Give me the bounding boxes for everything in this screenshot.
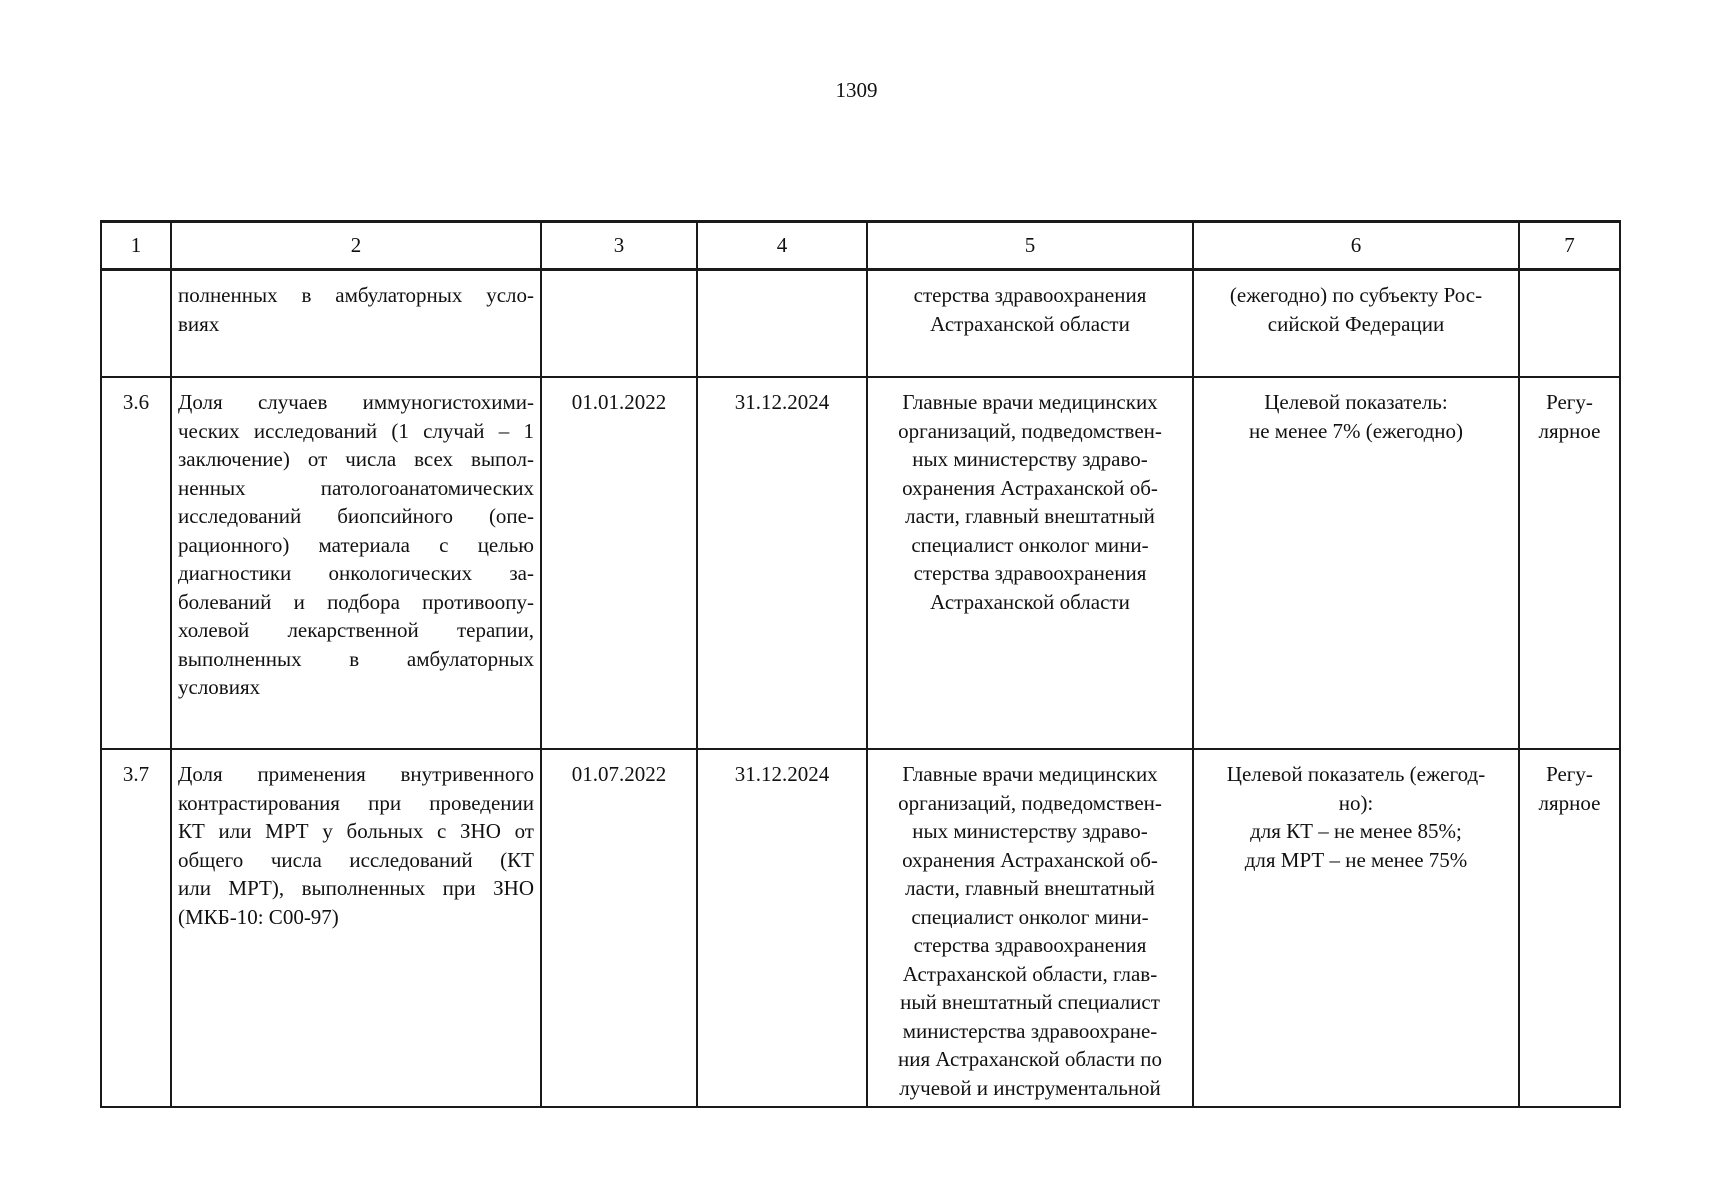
text-line: полненных в амбулаторных усло-: [178, 283, 534, 307]
text-line: для КТ – не менее 85%;: [1250, 819, 1462, 843]
measure-description: [171, 377, 541, 749]
row-number: 3.6: [101, 377, 171, 749]
text-line: Главные врачи медицинских: [902, 390, 1158, 414]
indicator: [1193, 270, 1519, 378]
column-header-1: 1: [101, 222, 171, 270]
text-line: выполненных в амбулаторных: [178, 646, 534, 671]
end-date: 31.12.2024: [697, 377, 867, 749]
text-line: общего числа исследований (КТ: [178, 847, 534, 872]
text-line: организаций, подведомствен-: [898, 418, 1162, 443]
text-line: исследований биопсийного (опе-: [178, 504, 534, 528]
start-date: [541, 270, 697, 378]
table-row: [101, 749, 1620, 1107]
text-line: Регу-: [1546, 762, 1593, 786]
column-header-2: 2: [171, 222, 541, 270]
text-line: Астраханской области: [930, 311, 1130, 336]
text-line: стерства здравоохранения: [913, 283, 1147, 307]
text-line: ных министерству здраво-: [912, 819, 1148, 843]
text-line: Целевой показатель (ежегод-: [1226, 762, 1486, 786]
text-line: болеваний и подбора противоопу-: [178, 589, 534, 614]
text-line: стерства здравоохранения: [913, 933, 1147, 957]
text-line: заключение) от числа всех выпол-: [178, 447, 534, 471]
text-line: Доля случаев иммуногистохими-: [178, 390, 534, 414]
text-line: ненных патологоанатомических: [178, 475, 534, 500]
text-line: министерства здравоохране-: [902, 1018, 1158, 1043]
text-line: (ежегодно) по субъекту Рос-: [1229, 283, 1483, 307]
responsible: [867, 377, 1193, 749]
table-header-row: [101, 222, 1620, 270]
text-line: организаций, подведомствен-: [898, 790, 1162, 815]
indicator: [1193, 377, 1519, 749]
text-line: Астраханской области: [930, 589, 1130, 614]
text-line: диагностики онкологических за-: [178, 561, 534, 585]
text-line: специалист онколог мини-: [911, 532, 1149, 557]
measure-description: [171, 749, 541, 1107]
column-header-5: 5: [867, 222, 1193, 270]
text-line: Целевой показатель:: [1264, 390, 1448, 414]
text-line: ных министерству здраво-: [912, 447, 1148, 471]
text-line: Регу-: [1546, 390, 1593, 414]
text-line: ласти, главный внештатный: [905, 504, 1155, 528]
end-date: 31.12.2024: [697, 749, 867, 1107]
text-line: охранения Астраханской об-: [902, 847, 1158, 872]
control-type: [1519, 377, 1620, 749]
column-header-7: 7: [1519, 222, 1620, 270]
text-line: ный внештатный специалист: [900, 990, 1160, 1014]
text-line: виях: [178, 311, 220, 336]
start-date: 01.01.2022: [541, 377, 697, 749]
text-line: охранения Астраханской об-: [902, 475, 1158, 500]
control-type: [1519, 749, 1620, 1107]
text-line: лярное: [1538, 418, 1601, 443]
text-line: ческих исследований (1 случай – 1: [178, 418, 534, 443]
column-header-4: 4: [697, 222, 867, 270]
text-line: стерства здравоохранения: [913, 561, 1147, 585]
page-number: 1309: [835, 78, 878, 102]
text-line: не менее 7% (ежегодно): [1248, 418, 1464, 443]
text-line: ласти, главный внештатный: [905, 876, 1155, 900]
end-date: [697, 270, 867, 378]
text-line: Доля применения внутривенного: [178, 762, 534, 786]
text-line: ния Астраханской области по: [897, 1047, 1163, 1071]
text-line: сийской Федерации: [1267, 311, 1445, 336]
text-line: рационного) материала с целью: [178, 532, 534, 557]
text-line: для МРТ – не менее 75%: [1244, 847, 1468, 872]
text-line: условиях: [178, 675, 261, 699]
column-header-3: 3: [541, 222, 697, 270]
responsible: [867, 749, 1193, 1107]
text-line: Астраханской области, глав-: [902, 961, 1158, 986]
column-header-6: 6: [1193, 222, 1519, 270]
indicator: [1193, 749, 1519, 1107]
control-type: [1519, 270, 1620, 378]
table-row: [101, 377, 1620, 749]
row-number: [101, 270, 171, 378]
text-line: (МКБ-10: C00-97): [178, 904, 339, 929]
responsible: [867, 270, 1193, 378]
table-row: [101, 270, 1620, 378]
start-date: 01.07.2022: [541, 749, 697, 1107]
text-line: или МРТ), выполненных при ЗНО: [178, 876, 534, 900]
text-line: контрастирования при проведении: [178, 790, 534, 815]
measure-description: [171, 270, 541, 378]
row-number: 3.7: [101, 749, 171, 1107]
text-line: лярное: [1538, 790, 1601, 815]
text-line: но):: [1338, 790, 1374, 815]
text-line: КТ или МРТ у больных с ЗНО от: [178, 819, 534, 843]
plan-table: [100, 220, 1621, 1108]
text-line: специалист онколог мини-: [911, 904, 1149, 929]
text-line: холевой лекарственной терапии,: [178, 618, 534, 642]
text-line: лучевой и инструментальной: [899, 1075, 1161, 1100]
text-line: Главные врачи медицинских: [902, 762, 1158, 786]
